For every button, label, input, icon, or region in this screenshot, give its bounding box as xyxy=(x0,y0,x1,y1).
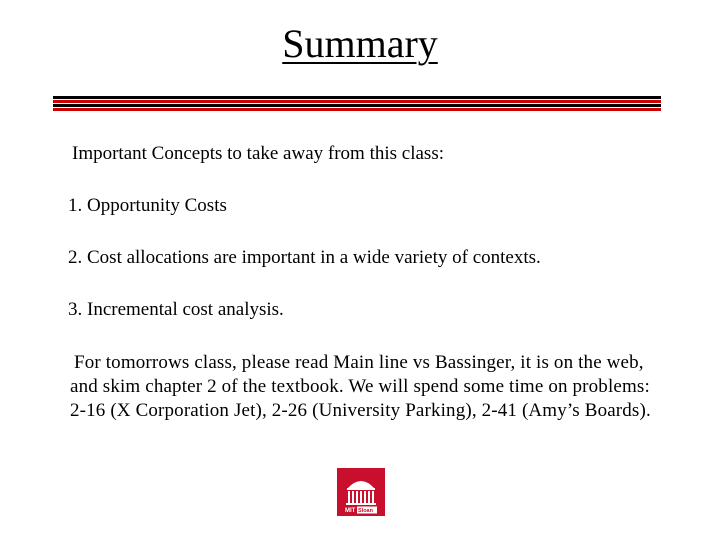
assignment-note: For tomorrows class, please read Main line vs Bassinger, it is on the web, and skim chapter 2 of the textbook. We will spend some time on problems: 2-16 (X Corporation Jet), 2-26 (University Parking), 2-41 (Amy’s Boards). xyxy=(70,352,651,421)
concepts-intro: Important Concepts to take away from this class: xyxy=(72,143,444,164)
svg-text:MIT: MIT xyxy=(345,508,356,514)
slide-title: Summary xyxy=(282,21,438,66)
concept-item-cost-allocations: 2. Cost allocations are important in a wide variety of contexts. xyxy=(68,247,541,268)
title-divider-red-top xyxy=(53,100,661,103)
svg-text:Sloan: Sloan xyxy=(358,508,373,514)
title-divider-black-top xyxy=(53,96,661,99)
title-divider-black-bottom xyxy=(53,104,661,107)
title-divider-red-bottom xyxy=(53,108,661,111)
concept-item-opportunity-costs: 1. Opportunity Costs xyxy=(68,195,227,216)
mit-sloan-logo xyxy=(337,468,385,516)
mit-dome-icon xyxy=(337,468,385,516)
concept-item-incremental-cost: 3. Incremental cost analysis. xyxy=(68,299,284,320)
